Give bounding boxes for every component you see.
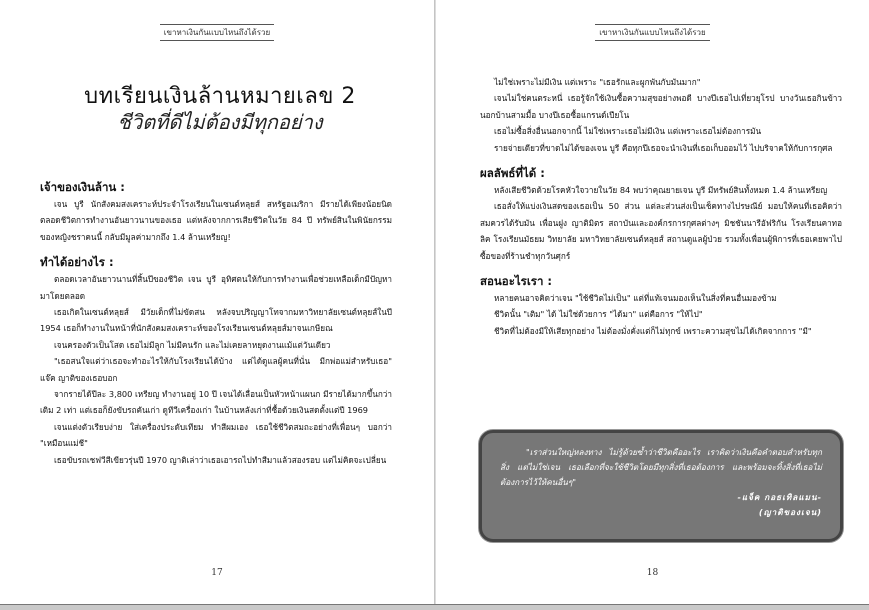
quote-author-role: (ญาติของเจน)	[758, 507, 822, 517]
paragraph: เธอขับรถเชฟวีสีเขียวรุ่นปี 1970 ญาติเล่าว่าเธอเอารถไปทำสีมาแล้วสองรอบ แต่ไม่คิดจะเปลี่ยน	[54, 454, 387, 465]
page-number: 18	[646, 568, 659, 578]
chapter-title: บทเรียนเงินล้านหมายเลข 2	[84, 84, 356, 109]
paragraph: เจนครองตัวเป็นโสด เธอไม่มีลูก ไม่มีคนรัก และไม่เคยลาหยุดงานแม้แต่วันเดียว	[54, 339, 331, 350]
section-heading: เจ้าของเงินล้าน :	[40, 180, 125, 194]
quote-author: -แจ็ค กอธเทิลแมน-	[737, 492, 822, 502]
section-heading: ทำได้อย่างไร :	[40, 255, 114, 270]
paragraph: ชีวิตที่ไม่ต้องมีให้เสียทุกอย่าง ไม่ต้องมั่งคั่งแต่ก็ไม่ทุกข์ เพราะความสุขไม่ได้เกิดจากการ "มี"	[494, 325, 812, 336]
left-content	[40, 170, 392, 468]
bottom-edge	[0, 604, 869, 610]
paragraph: จากรายได้ปีละ 3,800 เหรียญ ทำงานอยู่ 10 ปี เจนได้เลื่อนเป็นหัวหน้าแผนก มีรายได้มากขึ้นกว่าเดิม 2 เท่า แต่เธอก็ยังขับรถคันเก่า ดูทีวีเครื่องเก่า ในบ้านหลังเก่าที่ซื้อด้วยเงินสดตั้งแต่ปี 1969	[40, 389, 392, 416]
paragraph: เจนแต่งตัวเรียบง่าย ใส่เครื่องประดับเทียม ทำสีผมเอง เธอใช้ชีวิตสมถะอย่างที่เพื่อนๆ บอกว่า "เหมือนแม่ชี"	[40, 421, 392, 449]
paragraph: หลายคนอาจคิดว่าเจน "ใช้ชีวิตไม่เป็น" แต่ที่แท้เจนมองเห็นในสิ่งที่คนอื่นมองข้าม	[494, 293, 777, 304]
paragraph: เจน บูรี นักสังคมสงเคราะห์ประจำโรงเรียนในเซนต์หลุยส์ สหรัฐอเมริกา มีรายได้เพียงน้อยนิดตลอดชีวิตการทำงานอันยาวนานของเธอ แต่หลังจากการเสียชีวิตในวัย 84 ปี ทรัพย์สินในพินัยกรรมของหญิงชราคนนี้ กลับมีมูลค่ามากถึง 1.4 ล้านเหรียญ!	[40, 199, 392, 242]
right-page	[436, 0, 869, 604]
paragraph: ชีวิตนั้น "เติม" ได้ ไม่ใช่ด้วยการ "ได้มา" แต่คือการ "ให้ไป"	[494, 309, 703, 320]
paragraph: รายจ่ายเดียวที่ขาดไม่ได้ของเจน บูรี คือทุกปีเธอจะนำเงินที่เธอเก็บออมไว้ ไปบริจาคให้กับการกุศล	[494, 142, 833, 153]
paragraph: หลังเสียชีวิตด้วยโรคหัวใจวายในวัย 84 พบว่าคุณยายเจน บูรี มีทรัพย์สินทั้งหมด 1.4 ล้านเหรียญ	[494, 185, 828, 196]
paragraph: เธอสั่งให้แบ่งเงินสดของเธอเป็น 50 ส่วน แต่ละส่วนส่งเป็นเช็คทางไปรษณีย์ มอบให้คนที่เธอคิดว่าสมควรได้รับมัน เพื่อนฝูง ญาติมิตร สถาบันและองค์กรการกุศลต่างๆ มิชชันนารีอัฟริกัน โรงเรียนคาทอลิค โรงเรียนมัธยม วิทยาลัย มหาวิทยาลัยเซนต์หลุยส์ สถานดูแลผู้ป่วย รวมทั้งเพื่อนผู้พิการที่เธอเคยพาไปซื้อของที่ร้านชำทุกวันศุกร์	[480, 201, 842, 261]
running-head-text: เขาหาเงินกันแบบไหนถึงได้รวย	[595, 24, 709, 41]
section-heading: สอนอะไรเรา :	[480, 274, 552, 289]
running-head	[0, 24, 434, 41]
section-heading: ผลลัพธ์ที่ได้ :	[480, 166, 545, 181]
quote-box	[479, 430, 843, 542]
paragraph: ตลอดเวลาอันยาวนานที่สิ้นปีของชีวิต เจน บูรี อุทิศตนให้กับการทำงานเพื่อช่วยเหลือเด็กมีปัญหามาโดยตลอด	[40, 274, 392, 301]
paragraph: เธอเกิดในเซนต์หลุยส์ มีวัยเด็กที่ไม่ขัดสน หลังจบปริญญาโทจากมหาวิทยาลัยเซนต์หลุยส์ในปี 1954 เธอก็ทำงานในหน้าที่นักสังคมสงเคราะห์ของโรงเรียนเซนต์หลุยส์มาจนเกษียณ	[40, 307, 392, 334]
chapter-subtitle: ชีวิตที่ดีไม่ต้องมีทุกอย่าง	[117, 110, 323, 134]
left-page	[0, 0, 434, 604]
running-head	[436, 24, 869, 41]
running-head-text: เขาหาเงินกันแบบไหนถึงได้รวย	[160, 24, 274, 41]
paragraph: "เธอสนใจแต่ว่าเธอจะทำอะไรให้กับโรงเรียนได้บ้าง แต่ได้ดูแลผู้คนที่นั่น มีกพ่อแม่สำหรับเธอ" แจ๊ค ญาติของเธอบอก	[40, 356, 392, 383]
page-number: 17	[211, 568, 223, 578]
quote-text: "เราส่วนใหญ่หลงทาง ไม่รู้ด้วยซ้ำว่าชีวิตคืออะไร เราคิดว่าเงินคือคำตอบสำหรับทุกสิ่ง แต่ไม่ใช่เจน เธอเลือกที่จะใช้ชีวิตโดยมีทุกสิ่งที่เธอต้องการ และพร้อมจะทิ้งสิ่งที่เธอไม่ต้องการไว้ให้คนอื่นๆ"	[500, 447, 822, 487]
right-content	[480, 74, 842, 339]
paragraph: เจนไม่ใช่คนตระหนี่ เธอรู้จักใช้เงินซื้อความสุขอย่างพอดี บางปีเธอไปเที่ยวยุโรป บางวันเธอกินข้าวนอกบ้านสามมื้อ บางปีเธอซื้อแกรนด์เปียโน	[480, 93, 842, 120]
paragraph: ไม่ใช่เพราะไม่มีเงิน แต่เพราะ "เธอรักและผูกพันกับมันมาก"	[494, 77, 701, 87]
paragraph: เธอไม่ซื้อสิ่งอื่นนอกจากนี้ ไม่ใช่เพราะเธอไม่มีเงิน แต่เพราะเธอไม่ต้องการมัน	[494, 126, 762, 137]
